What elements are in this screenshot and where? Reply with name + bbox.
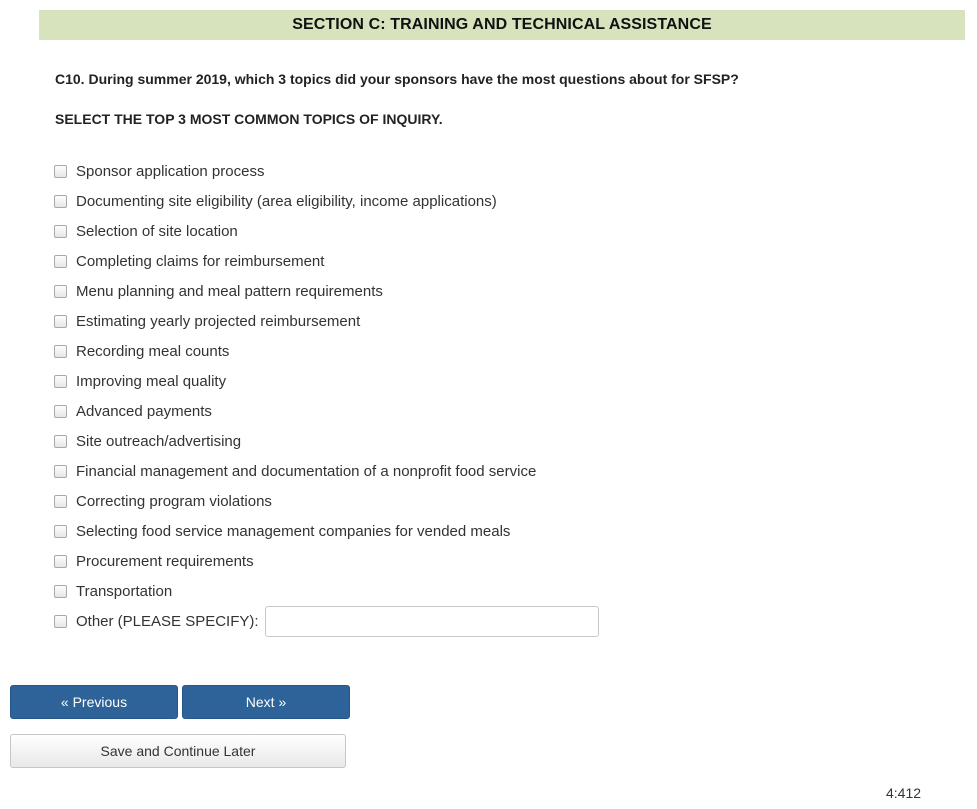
checkbox[interactable] [54, 465, 67, 478]
option-label[interactable]: Documenting site eligibility (area eligibility, income applications) [76, 192, 497, 210]
checkbox[interactable] [54, 165, 67, 178]
option-financial-management[interactable] [53, 456, 599, 486]
checkbox[interactable] [54, 345, 67, 358]
option-label[interactable]: Selection of site location [76, 222, 238, 240]
option-label[interactable]: Procurement requirements [76, 552, 254, 570]
option-sponsor-application[interactable] [53, 156, 599, 186]
option-claims-reimbursement[interactable] [53, 246, 599, 276]
option-label[interactable]: Other (PLEASE SPECIFY): [76, 612, 259, 630]
option-label[interactable]: Completing claims for reimbursement [76, 252, 325, 270]
options-list [53, 156, 599, 636]
question-instruction: SELECT THE TOP 3 MOST COMMON TOPICS OF INQUIRY. [55, 111, 443, 127]
checkbox[interactable] [54, 495, 67, 508]
other-specify-input[interactable] [265, 606, 599, 637]
checkbox[interactable] [54, 555, 67, 568]
checkbox[interactable] [54, 255, 67, 268]
option-label[interactable]: Selecting food service management companies for vended meals [76, 522, 511, 540]
save-continue-later-button[interactable]: Save and Continue Later [10, 734, 346, 768]
option-label[interactable]: Correcting program violations [76, 492, 272, 510]
option-site-eligibility[interactable] [53, 186, 599, 216]
option-menu-planning[interactable] [53, 276, 599, 306]
navigation-buttons [10, 685, 350, 719]
option-label[interactable]: Sponsor application process [76, 162, 265, 180]
option-label[interactable]: Advanced payments [76, 402, 212, 420]
checkbox[interactable] [54, 435, 67, 448]
option-label[interactable]: Site outreach/advertising [76, 432, 242, 450]
checkbox[interactable] [54, 285, 67, 298]
option-advanced-payments[interactable] [53, 396, 599, 426]
question-text: C10. During summer 2019, which 3 topics did your sponsors have the most questions about for SFSP? [55, 71, 739, 87]
checkbox[interactable] [54, 615, 67, 628]
option-fsmc-vended-meals[interactable] [53, 516, 599, 546]
checkbox[interactable] [54, 525, 67, 538]
option-label[interactable]: Menu planning and meal pattern requirements [76, 282, 383, 300]
option-estimating-reimbursement[interactable] [53, 306, 599, 336]
checkbox[interactable] [54, 405, 67, 418]
next-button[interactable]: Next » [182, 685, 350, 719]
option-label[interactable]: Transportation [76, 582, 173, 600]
section-title: SECTION C: TRAINING AND TECHNICAL ASSISTANCE [292, 16, 712, 33]
option-other[interactable] [53, 606, 599, 636]
option-site-outreach[interactable] [53, 426, 599, 456]
checkbox[interactable] [54, 585, 67, 598]
option-site-location[interactable] [53, 216, 599, 246]
checkbox[interactable] [54, 195, 67, 208]
option-program-violations[interactable] [53, 486, 599, 516]
option-procurement[interactable] [53, 546, 599, 576]
previous-button[interactable]: « Previous [10, 685, 178, 719]
option-transportation[interactable] [53, 576, 599, 606]
page-code: 4:412 [886, 785, 922, 801]
option-label[interactable]: Estimating yearly projected reimbursement [76, 312, 361, 330]
option-meal-quality[interactable] [53, 366, 599, 396]
checkbox[interactable] [54, 225, 67, 238]
checkbox[interactable] [54, 315, 67, 328]
option-meal-counts[interactable] [53, 336, 599, 366]
checkbox[interactable] [54, 375, 67, 388]
option-label[interactable]: Financial management and documentation of a nonprofit food service [76, 462, 537, 480]
section-header [39, 10, 965, 40]
option-label[interactable]: Recording meal counts [76, 342, 230, 360]
option-label[interactable]: Improving meal quality [76, 372, 227, 390]
